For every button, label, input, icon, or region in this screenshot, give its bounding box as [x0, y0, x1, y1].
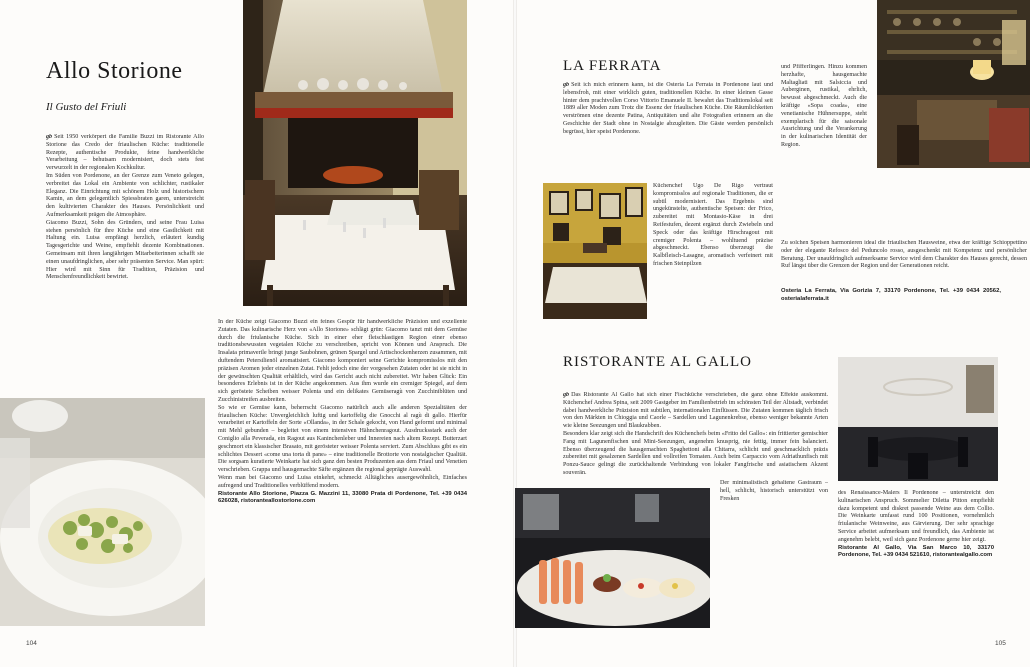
ferrata-room-photo — [543, 183, 647, 319]
main-paragraph-1: In der Küche zeigt Giacomo Buzzi ein feines Gespür für handwerkliche Präzision und exzellente Zutaten. Das kulinarische Herz von «Allo Storione» schlägt grün: Giacomo tanzt mit dem Gemüse durch die friulanische Küche. Sich in einer eher fleischlastigen Region einer ebenso traditionsbewussten vegetalen Küche zu verschreiben, spricht von Können und Anspruch. Die Insalata primaverile bringt junge Saubohnen, grünen Spargel und Artischockenherzen zusammen, mit duftendem Petersilienöl aromatisiert. Giacomo komponiert seine Gerichte kompromisslos mit den präzisen Aromen jeder einzelnen Zutat. Fehlt jedoch eine der vorgesehen Zutaten oder ist sie nicht in der gewünschten Qualität erhältlich, wird das Gericht auch nicht zubereitet. Wir haben Glück: Ein besonderes Erlebnis ist in der Küche angekommen. Aus ihm wurde ein cremiger Spiegel, auf dem sich geröstete Scheiben weisser Polenta und ein delikates Gemüseragù von Zucchiniblüten und Zucchinistreifen ausbreiten. — [218, 319, 467, 403]
ferrata-middle-column: Küchenchef Ugo De Rigo vertraut kompromisslos auf regionale Traditionen, die er subtil modernisiert. Das Ergebnis sind ungekünstelte, authentische Speisen: der Frico, zubereitet mit Montasio-Käse in drei Reifestufen, dezent ergänzt durch Zwiebeln und Speck oder das kräftige Hirschragout mit cremiger Polenta – wohltuend präzise abgeschmeckt. Ebenso überzeugt die Kalbfleisch-Lasagne, aromatisch verfeinert mit frischen Steinpilzen — [653, 183, 773, 267]
gallo-middle-column: Der minimalistisch gehaltene Gastraum – hell, schlicht, historisch unterstützt von Fresken — [720, 480, 828, 502]
gallo-dish-illustration — [515, 488, 710, 628]
osteria-interior-photo — [877, 0, 1030, 168]
page-title: Allo Storione — [46, 58, 183, 84]
gallo-intro: gb Das Ristorante Al Gallo hat sich einer Fischküche verschrieben, die ganz ohne Effekte auskommt. Küchenchef Andrea Spina, seit 2009 Gastgeber im Familienbetrieb im schönsten Teil der Altstadt, verbindet dabei handwerkliche Präzision mit subtilen, internationalen Einflüssen. Die Zutaten kommen täglich frisch von den Märkten in Chioggia und Caorle – Sardellen und Lagunenkrebse, ebenso weniger bekannte Arten wie kleine Seezungen und Blaukrabben. Besonders klar zeigt sich die Handschrift des Küchenchefs beim «Fritto del Gallo»: ein frittierter gemischter Fang mit Lagunenfischen und Mini-Seezungen, angenehm knusprig, nie fettig, immer fein balanciert. Ebenso überzeugend die hausgemachten Spaghettoni alla Chitarra, schlicht und geschmacklich präzis zubereitet mit gesalzenen Sardellen und vollreifen Tomaten. Auch beim Carpaccio vom Adriathunfisch mit Ponzu-Sauce gelingt die zurückhaltende Verbindung von lokaler Fangfrische und asiatischem Akzent souverän. — [563, 392, 828, 476]
intro-paragraph-1: gb Seit 1950 verkörpert die Familie Buzzi im Ristorante Allo Storione das Credo der friaulischen Küche: traditionelle Rezepte, authentische Produkte, feine handwerkliche Verarbeitung – behutsam modernisiert, doch stets fest verwurzelt in der regionalen Kochkultur. — [46, 134, 204, 172]
gallo-room-photo — [838, 357, 998, 481]
page-number-right: 105 — [995, 640, 1006, 647]
intro-paragraph-2: Im Süden von Pordenone, an der Grenze zum Veneto gelegen, verbreitet das Lokal ein Ambiente von schlichter, rustikaler Eleganz. Die Einrichtung mit schönem Holz und historischem Kamin, an dem gelegentlich Spiessbraten garen, unterstreicht den kultivierten Charakter des Hauses. Persönlichkeit und Aufmerksamkeit prägen die Atmosphäre. — [46, 172, 204, 218]
intro-paragraph-3: Giacomo Buzzi, Sohn des Gründers, und seine Frau Luisa stehen persönlich für ihre Küche und eine Gastlichkeit mit Haltung ein. Luisa empfängt herzlich, erläutert kundig Tagesgerichte und Weine, empfiehlt dezente Kombinationen. Gemeinsam mit ihren langjährigen Mitarbeiterinnen schafft sie einen unaufdringlichen, aber sehr präsenten Service. Man spürt: Hier wird mit Sinn für Tradition, Präzision und Menschenfreundlichkeit bewirtet. — [46, 219, 204, 281]
gallo-address: Ristorante Al Gallo, Via San Marco 10, 33170 Pordenone, Tel. +39 0434 521610, ristorantealgallo.com — [838, 544, 994, 559]
dish-photo — [0, 398, 205, 626]
ferrata-initials: gb — [563, 82, 570, 88]
page-subtitle: Il Gusto del Friuli — [46, 101, 127, 113]
ferrata-wide-paragraph: Zu solchen Speisen harmonieren ideal die friaulischen Hausweine, etwa der kräftige Schioppettino oder der elegante Refosco del Peduncolo rosso, ausgeschenkt mit Kompetenz und persönlicher Beratung. Der unaufdringlich aufmerksame Service wird dem Charakter des Hauses gerecht, dessen Ruf längst über die Grenzen der Region und der Generationen reicht. — [781, 240, 1027, 270]
author-initials: gb — [46, 134, 53, 140]
gallo-initials: gb — [563, 392, 570, 398]
main-paragraph-3: Wenn man bei Giacomo und Luisa einkehrt, schmeckt Alltägliches ausergewöhnlich, Einfaches aufregend und Traditionelles verblüffend modern. — [218, 474, 467, 489]
ferrata-right-column: und Pfifferlingen. Hinzu kommen herzhafte, hausgemachte Maltagliati mit Salsiccia und Auberginen, rustikal, ehrlich, bewusst abgeschmeckt. Auch die kräftige «Sopa coada», eine venetianische Hühnersuppe, steht exemplarisch für die saisonale Ausrichtung und die Verankerung in der kulinarischen Identität der Region. — [781, 64, 867, 148]
main-column — [218, 319, 467, 613]
gallo-dish-photo — [515, 488, 710, 628]
ferrata-intro: gb Seit ich mich erinnern kann, ist die Osteria La Ferrata in Pordenone laut und lebensfroh, mit einer wirklich guten, traditionellen Küche. In einer kleinen Gasse hinter dem prachtvollen Corso Vittorio Emanuele II. bewahrt das Traditionslokal seit 1889 aller Moden zum Trotz die Essenz der friaulischen Küche. Die Räumlichkeiten verströmen eine dezente Patina, Antiquitäten und alte Fotografien erinnern an die Geschichte der Stadt ohne in Nostalgie abzugleiten. Die Gäste werden persönlich begrüsst, hier speist Pordenone. — [563, 82, 773, 135]
right-page — [515, 0, 1030, 667]
dining-room-illustration — [243, 0, 467, 306]
restaurant-address: Ristorante Allo Storione, Piazza G. Mazzini 11, 33080 Prata di Pordenone, Tel. +39 0434 626028, ristoranteallostorione.com — [218, 490, 467, 505]
intro-column — [46, 134, 204, 386]
page-number-left: 104 — [26, 640, 37, 647]
gallo-title: RISTORANTE AL GALLO — [563, 354, 752, 370]
gallo-right-column: des Renaissance-Malers Il Pordenone – unterstreicht den kulinarischen Anspruch. Sommelier Diletta Pitton empfiehlt dazu kompetent und diskret passende Weine aus dem Collio. Die Weinkarte umfasst rund 100 Positionen, vornehmlich friulanische Weinweine, aus Gärvierung. Der sehr sprachige Service arbeitet aufmerksam und freundlich, das Ambiente ist angenehm belebt, weil sich ganz Pordenone gerne hier zeigt. Ristorante Al Gallo, Via San Marco 10, 33170 Pordenone, Tel. +39 0434 521610, ristorantealgallo.com — [838, 490, 994, 559]
dish-illustration — [0, 398, 205, 626]
dining-room-photo — [243, 0, 467, 306]
ferrata-title: LA FERRATA — [563, 58, 662, 74]
gallo-room-illustration — [838, 357, 998, 481]
ferrata-room-illustration — [543, 183, 647, 319]
osteria-interior-illustration — [877, 0, 1030, 168]
ferrata-address: Osteria La Ferrata, Via Gorizia 7, 33170 Pordenone, Tel. +39 0434 20562, osterialaferrata.it — [781, 288, 1001, 302]
main-paragraph-2: So wie er Gemüse kann, beherrscht Giacomo natürlich auch alle anderen Spezialitäten der friaulischen Küche: Unvergleichlich luftig und kartoffelig die Gnocchi al ragù di gallo. Hierfür verarbeitet er Kartoffeln der Sorte «Ollanda», in der Schale gekocht, von Hand geformt und minimal mit Mehl gebunden – begleitet von einem intensiven Hähnchenragout. Ausdrucksstark auch der Coniglio alla Peverada, ein Ragout aus Kaninchenleber und Innereien nach altem Rezept. Butterzart geschmort ein klassischer Brasato, mit gerösteter weisser Polenta serviert. Zum Abschluss gibt es ein schlichtes Dessert «come una torta di pane» – eine traditionelle Brottorte von nostalgischer Qualität. Die sorgsam kuratierte Weinkarte hat sich ganz den besten Produzenten aus dem Friaul und Venetien verschrieben. Grappa und hausgemachte Säfte ergänzen die regional geprägte Auswahl. — [218, 404, 467, 474]
